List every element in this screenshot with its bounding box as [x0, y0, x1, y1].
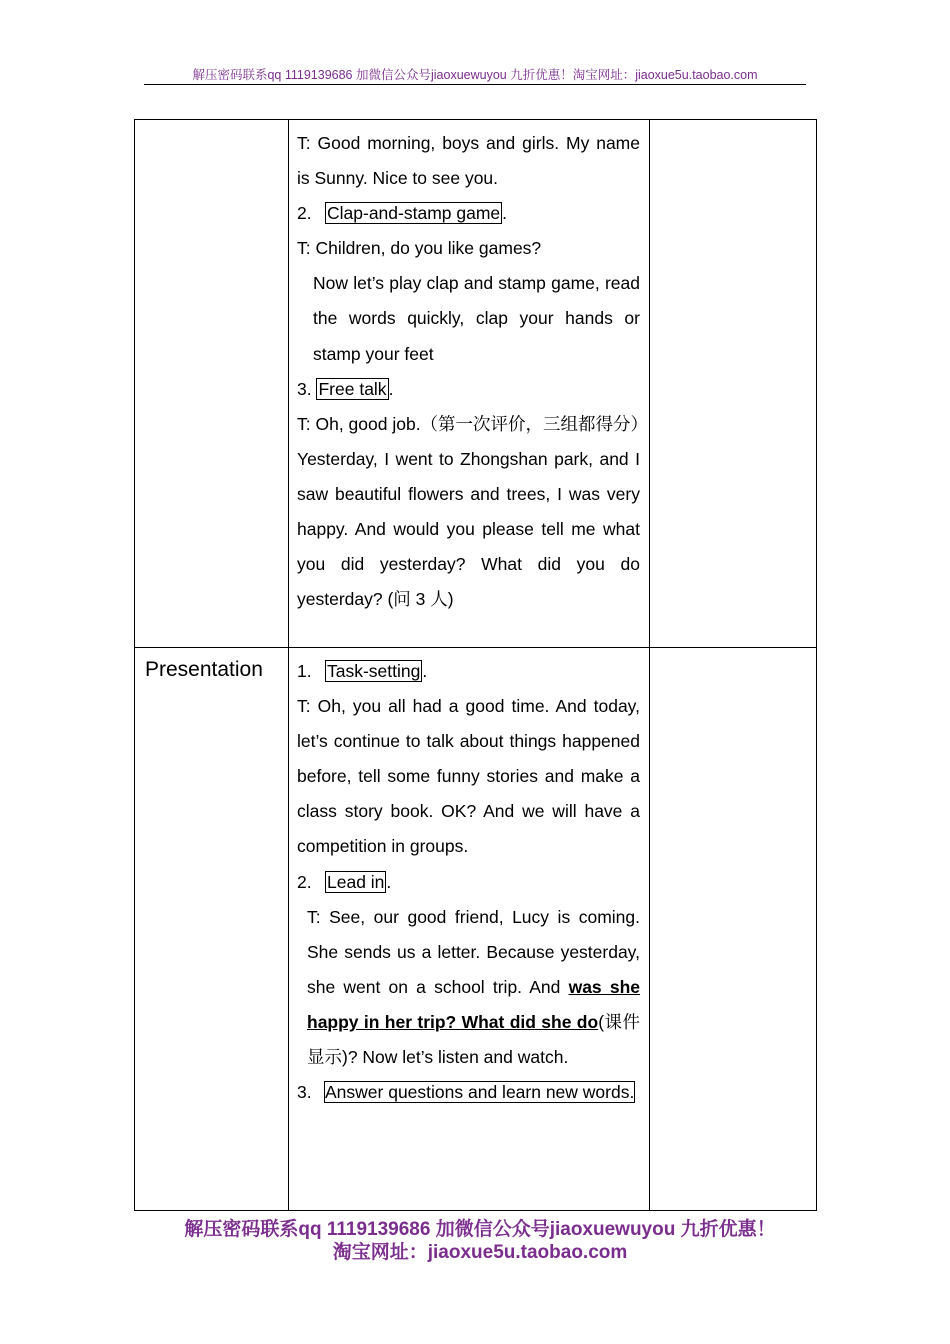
- lead-in-text: T: See, our good friend, Lucy is coming. She sends us a letter. Because yesterday, she went on a school trip. And was she happy in her trip? What did she do(课件显示)? Now let’s listen and watch.: [307, 906, 641, 1068]
- step-heading: 3. Answer questions and learn new words.: [297, 1082, 635, 1103]
- instruction-text: Now let’s play clap and stamp game, read the words quickly, clap your hands or stamp your feet: [313, 273, 640, 364]
- step-heading: 2. Clap-and-stamp game .: [297, 203, 508, 224]
- page-footer-watermark: 解压密码联系qq 1119139686 加微信公众号jiaoxuewuyou 九折优惠！ 淘宝网址：jiaoxue5u.taobao.com: [184, 1219, 776, 1263]
- step-title: Task-setting: [327, 661, 421, 681]
- stage-cell: [135, 648, 289, 1211]
- stage-cell: [135, 120, 289, 648]
- greeting-text: T: Good morning, boys and girls. My name is Sunny. Nice to see you.: [297, 133, 640, 189]
- step-title: Free talk: [318, 378, 387, 399]
- table-row: [135, 120, 817, 648]
- procedure-cell: [289, 648, 650, 1211]
- free-talk-text: Yesterday, I went to Zhongshan park, and I saw beautiful flowers and trees, I was very happy. And would you please tell me what you did yesterday? What did you do yesterday? (问 3 人): [297, 448, 640, 610]
- lesson-plan-table: [134, 119, 817, 1211]
- step-title: Lead in: [327, 871, 385, 892]
- question-text: T: Children, do you like games?: [297, 238, 542, 259]
- page-header-watermark: 解压密码联系qq 1119139686 加微信公众号jiaoxuewuyou 九折优惠！淘宝网址：jiaoxue5u.taobao.com: [144, 66, 806, 85]
- step-heading: 3. Free talk .: [297, 378, 394, 399]
- notes-cell: [650, 120, 817, 648]
- task-setting-text: T: Oh, you all had a good time. And today, let’s continue to talk about things happened before, tell some funny stories and make a class story book. OK? And we will have a competition in groups.: [297, 696, 640, 857]
- notes-cell: [650, 648, 817, 1211]
- step-heading: 1. Task-setting .: [297, 661, 428, 681]
- evaluation-text: T: Oh, good job.（第一次评价，三组都得分）: [297, 413, 649, 434]
- stage-label: Presentation: [145, 658, 263, 681]
- procedure-cell: [289, 120, 650, 648]
- table-row: [135, 648, 817, 1211]
- emphasized-question: was she happy in her trip? What did she do: [307, 976, 640, 1032]
- step-title: Clap-and-stamp game: [327, 203, 501, 224]
- step-title: Answer questions and learn new words.: [325, 1082, 635, 1103]
- step-heading: 2. Lead in .: [297, 871, 392, 892]
